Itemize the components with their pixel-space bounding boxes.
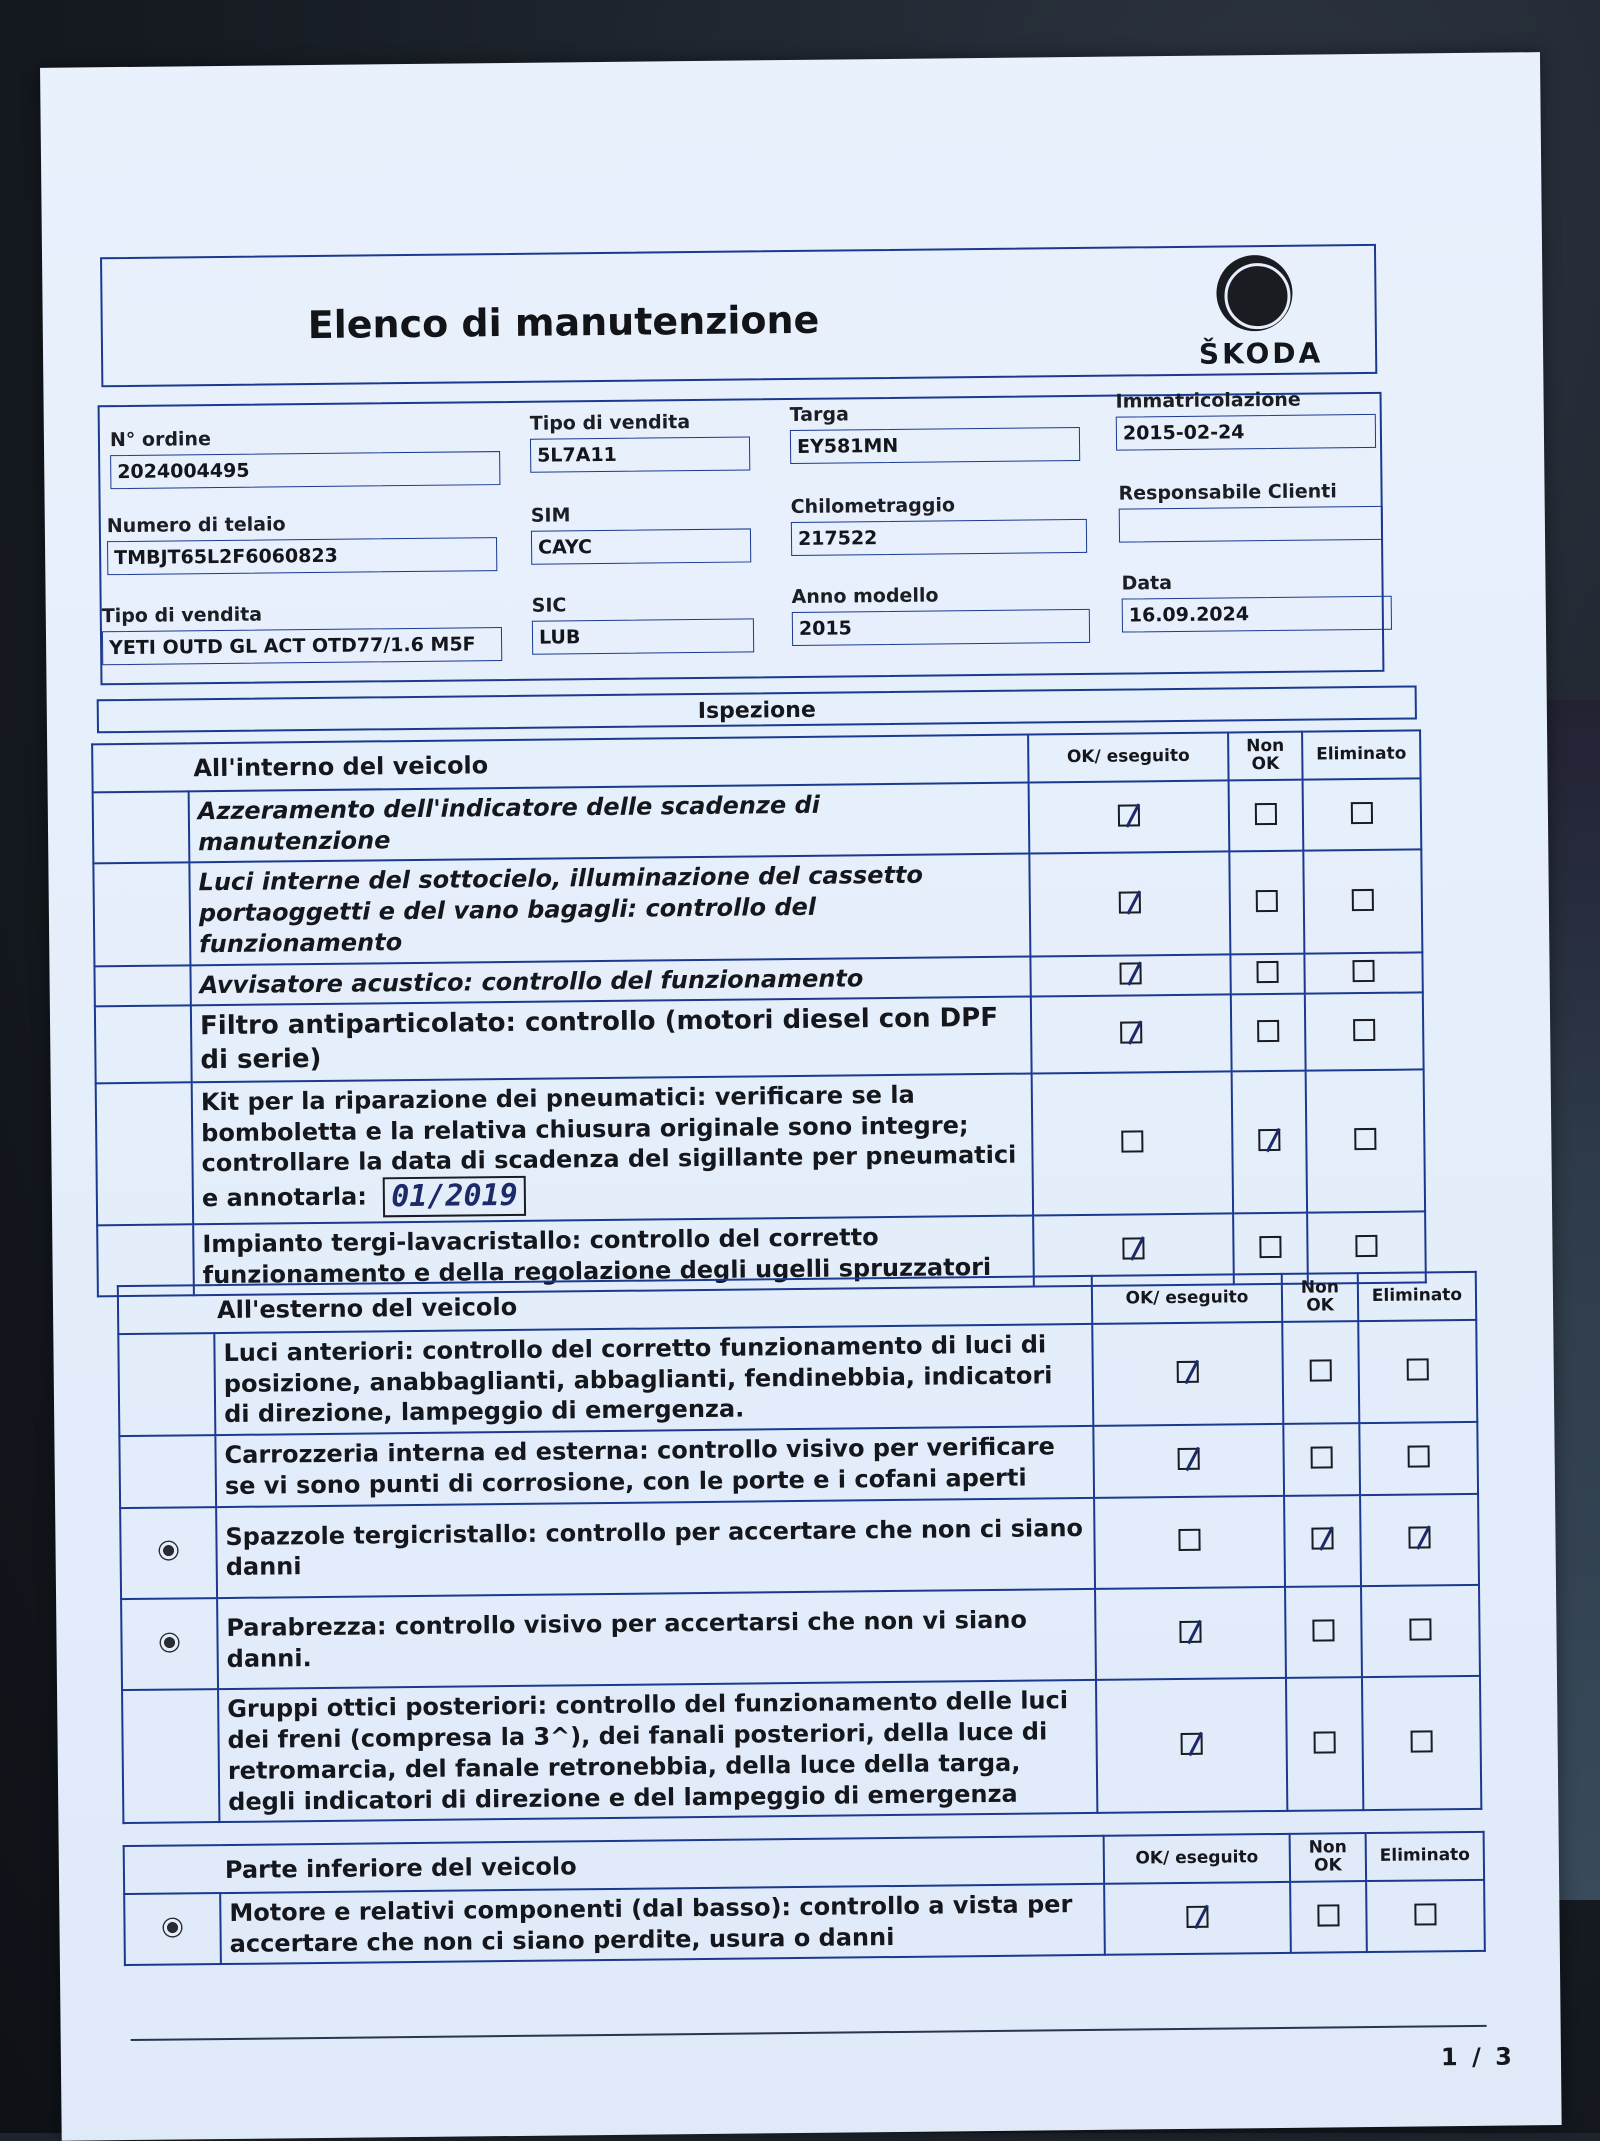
inspection-title: Ispezione <box>97 685 1417 733</box>
field-data <box>1121 570 1392 633</box>
field-label: Chilometraggio <box>790 494 956 519</box>
col-ok: OK/ eseguito <box>1028 732 1228 782</box>
row-marker <box>95 1006 192 1084</box>
page-number: 1 / 3 <box>1440 2042 1515 2072</box>
checkbox-eliminato[interactable] <box>1304 952 1422 994</box>
checkbox-ok[interactable] <box>1092 1322 1283 1426</box>
checkbox-ok[interactable] <box>1029 852 1230 956</box>
checkbox-checked-icon <box>1178 1448 1200 1470</box>
row-text: Luci interne del sottocielo, illuminazione del cassetto portaoggetti e del vano bagagli: controllo del funzionamento <box>189 854 1030 965</box>
field-label: Immatricolazione <box>1115 388 1301 413</box>
checkbox-empty-icon <box>1317 1904 1339 1926</box>
checkbox-ok[interactable] <box>1093 1424 1284 1497</box>
field-chilometraggio <box>791 493 1088 556</box>
field-n-ordine <box>110 425 501 489</box>
row-text: Impianto tergi-lavacristallo: controllo del corretto funzionamento e della regolazione degli ugelli spruzzatori <box>193 1216 1034 1296</box>
checkbox-empty-icon <box>1351 802 1373 824</box>
table-row <box>120 1493 1479 1599</box>
maintenance-sheet <box>40 52 1562 2141</box>
table-row <box>122 1676 1481 1823</box>
checkbox-checked-icon <box>1408 1527 1430 1549</box>
row-text: Azzeramento dell'indicatore delle scadenze di manutenzione <box>189 783 1030 863</box>
table-row <box>121 1585 1480 1691</box>
table-row <box>118 1320 1477 1436</box>
checkbox-checked-icon <box>1311 1528 1333 1550</box>
checkbox-ok[interactable] <box>1104 1882 1291 1955</box>
col-non-ok: Non OK <box>1290 1833 1366 1882</box>
checkbox-empty-icon <box>1353 1019 1375 1041</box>
checkbox-non-ok[interactable] <box>1284 1495 1361 1587</box>
checkbox-checked-icon <box>1181 1733 1203 1755</box>
row-marker <box>96 1082 193 1225</box>
field-sic <box>532 592 755 654</box>
checkbox-checked-icon <box>1118 804 1140 826</box>
field-value: 16.09.2024 <box>1122 596 1392 633</box>
row-marker <box>118 1333 215 1436</box>
checkbox-empty-icon <box>1311 1446 1333 1468</box>
checkbox-empty-icon <box>1310 1359 1332 1381</box>
field-tipo-vendita <box>530 410 751 472</box>
vehicle-info <box>98 388 1385 685</box>
checkbox-eliminato[interactable] <box>1362 1676 1481 1810</box>
checkbox-checked-icon <box>1179 1621 1201 1643</box>
checkbox-ok[interactable] <box>1032 1071 1233 1215</box>
field-value: YETI OUTD GL ACT OTD77/1.6 M5F <box>102 627 502 665</box>
bullet-dot-icon <box>162 1917 182 1937</box>
checkbox-empty-icon <box>1409 1618 1431 1640</box>
checkbox-empty-icon <box>1255 803 1277 825</box>
field-targa <box>790 401 1081 464</box>
footer-divider <box>131 2025 1487 2041</box>
checkbox-empty-icon <box>1408 1445 1430 1467</box>
row-marker <box>94 965 190 1007</box>
checkbox-checked-icon <box>1258 1129 1280 1151</box>
field-anno-modello <box>792 583 1091 646</box>
checkbox-empty-icon <box>1352 888 1374 910</box>
table-row <box>95 993 1424 1083</box>
checkbox-ok[interactable] <box>1094 1495 1285 1588</box>
field-label: Responsabile Clienti <box>1118 480 1337 505</box>
checkbox-eliminato[interactable] <box>1303 850 1422 953</box>
checkbox-ok[interactable] <box>1095 1587 1286 1680</box>
checkbox-non-ok[interactable] <box>1285 1586 1362 1678</box>
checkbox-eliminato[interactable] <box>1361 1585 1480 1678</box>
row-marker <box>120 1507 217 1599</box>
skoda-logo <box>1170 254 1351 371</box>
row-marker <box>122 1690 219 1824</box>
bullet-dot-icon <box>158 1541 178 1561</box>
field-value: 2024004495 <box>110 451 500 489</box>
row-marker <box>93 863 190 966</box>
checkbox-empty-icon <box>1355 1235 1377 1257</box>
section-title: All'interno del veicolo <box>92 735 1028 793</box>
checkbox-checked-icon <box>1119 891 1141 913</box>
checkbox-empty-icon <box>1256 961 1278 983</box>
field-value: LUB <box>532 618 754 654</box>
checkbox-empty-icon <box>1257 1020 1279 1042</box>
checkbox-empty-icon <box>1256 889 1278 911</box>
field-immatricolazione <box>1115 388 1376 451</box>
checkbox-empty-icon <box>1352 960 1374 982</box>
checkbox-empty-icon <box>1414 1903 1436 1925</box>
checkbox-non-ok[interactable] <box>1282 1321 1359 1424</box>
checkbox-ok[interactable] <box>1030 954 1230 997</box>
row-text: Gruppi ottici posteriori: controllo del funzionamento delle luci dei freni (compresa la 3^), dei fanali posteriori, della luce di retromarcia, del fanale retronebbia, della luce della targa, degli indicatori di direzione e del lampeggio di emergenza <box>218 1680 1097 1822</box>
field-label: SIC <box>531 594 567 617</box>
field-value: 5L7A11 <box>530 436 750 472</box>
checkbox-non-ok[interactable] <box>1232 1070 1307 1213</box>
page-title: Elenco di manutenzione <box>307 297 820 348</box>
checkbox-empty-icon <box>1407 1358 1429 1380</box>
checkbox-non-ok[interactable] <box>1229 780 1304 852</box>
checkbox-checked-icon <box>1119 962 1141 984</box>
field-value: EY581MN <box>790 427 1080 464</box>
checkbox-non-ok[interactable] <box>1283 1423 1360 1495</box>
section-title: Parte inferiore del veicolo <box>124 1836 1104 1894</box>
field-responsabile-clienti <box>1118 480 1383 543</box>
checkbox-eliminato[interactable] <box>1358 1320 1477 1423</box>
checkbox-ok[interactable] <box>1029 780 1230 854</box>
skoda-winged-arrow-icon <box>1216 255 1293 332</box>
field-label: N° ordine <box>109 428 212 452</box>
checkbox-non-ok[interactable] <box>1231 994 1306 1071</box>
col-ok: OK/ eseguito <box>1104 1834 1290 1884</box>
field-sim <box>531 502 752 564</box>
col-ok: OK/ eseguito <box>1092 1274 1282 1324</box>
checkbox-empty-icon <box>1121 1130 1143 1152</box>
checkbox-checked-icon <box>1186 1905 1208 1927</box>
checkbox-empty-icon <box>1314 1731 1336 1753</box>
field-label: Tipo di vendita <box>529 411 691 435</box>
col-non-ok: Non OK <box>1282 1273 1358 1322</box>
row-marker <box>124 1893 221 1965</box>
field-label: Tipo di vendita <box>101 603 263 628</box>
checkbox-empty-icon <box>1178 1529 1200 1551</box>
table-row <box>96 1069 1425 1225</box>
row-text: Motore e relativi componenti (dal basso): controllo a vista per accertare che non ci siano perdite, usura o danni <box>220 1884 1105 1965</box>
field-value: TMBJT65L2F6060823 <box>107 537 497 575</box>
row-text: Spazzole tergicristallo: controllo per accertare che non ci siano danni <box>216 1497 1095 1598</box>
checkbox-non-ok[interactable] <box>1230 953 1304 994</box>
field-label: Targa <box>789 403 849 427</box>
field-value: CAYC <box>531 528 751 564</box>
handwritten-date: 01/2019 <box>383 1176 526 1217</box>
section-interior <box>91 729 1427 1297</box>
field-value: 217522 <box>791 519 1087 556</box>
field-numero-telaio <box>107 511 498 575</box>
header-box <box>100 244 1377 387</box>
row-marker <box>93 791 190 863</box>
checkbox-eliminato[interactable] <box>1306 1069 1425 1212</box>
checkbox-empty-icon <box>1259 1236 1281 1258</box>
checkbox-empty-icon <box>1411 1730 1433 1752</box>
checkbox-eliminato[interactable] <box>1359 1422 1478 1495</box>
field-label: Numero di telaio <box>106 513 286 538</box>
field-label: Anno modello <box>791 584 939 609</box>
field-value: 2015 <box>792 609 1090 646</box>
col-eliminato: Eliminato <box>1302 730 1420 779</box>
row-text: Kit per la riparazione dei pneumatici: verificare se la bomboletta e la relativa chiusura originale sono integre; controllare la data di scadenza del sigillante per pneumatici e annotarla: <box>200 1080 1017 1213</box>
row-text: Luci anteriori: controllo del corretto funzionamento di luci di posizione, anabbaglianti, abbaglianti, fendinebbia, indicatori di direzione, lampeggio di emergenza. <box>214 1324 1093 1435</box>
checkbox-eliminato[interactable] <box>1366 1880 1485 1953</box>
row-text: Filtro antiparticolato: controllo (motori diesel con DPF di serie) <box>191 997 1032 1082</box>
checkbox-ok[interactable] <box>1096 1678 1287 1813</box>
bullet-dot-icon <box>159 1632 179 1652</box>
checkbox-checked-icon <box>1122 1237 1144 1259</box>
brand-text: ŠKODA <box>1198 336 1324 371</box>
section-title: All'esterno del veicolo <box>118 1276 1092 1334</box>
field-tipo-vendita-modello <box>102 601 503 665</box>
checkbox-empty-icon <box>1312 1619 1334 1641</box>
col-non-ok: Non OK <box>1228 732 1302 781</box>
checkbox-non-ok[interactable] <box>1286 1678 1363 1812</box>
checkbox-ok[interactable] <box>1031 995 1232 1074</box>
checkbox-non-ok[interactable] <box>1290 1881 1367 1953</box>
checkbox-eliminato[interactable] <box>1360 1493 1479 1586</box>
checkbox-non-ok[interactable] <box>1229 851 1304 954</box>
row-text: Carrozzeria interna ed esterna: controllo visivo per verificare se vi sono punti di corrosione, con le porte e i cofani aperti <box>215 1426 1094 1507</box>
row-text-cell <box>192 1073 1033 1224</box>
table-row <box>93 850 1422 966</box>
section-underbody <box>123 1831 1486 1967</box>
row-text: Avvisatore acustico: controllo del funzionamento <box>190 956 1030 1006</box>
checkbox-eliminato[interactable] <box>1303 778 1422 851</box>
row-text: Parabrezza: controllo visivo per accertarsi che non vi siano danni. <box>217 1589 1096 1690</box>
checkbox-empty-icon <box>1354 1128 1376 1150</box>
field-label: SIM <box>530 504 571 527</box>
col-eliminato: Eliminato <box>1366 1832 1484 1881</box>
table-row <box>124 1880 1485 1966</box>
checkbox-checked-icon <box>1120 1021 1142 1043</box>
section-exterior <box>117 1271 1483 1825</box>
checkbox-checked-icon <box>1177 1361 1199 1383</box>
checkbox-eliminato[interactable] <box>1305 993 1424 1071</box>
col-eliminato: Eliminato <box>1358 1272 1476 1321</box>
row-marker <box>119 1435 216 1507</box>
field-value <box>1119 506 1383 543</box>
field-label: Data <box>1121 572 1173 595</box>
field-value: 2015-02-24 <box>1116 414 1376 451</box>
row-marker <box>121 1598 218 1690</box>
